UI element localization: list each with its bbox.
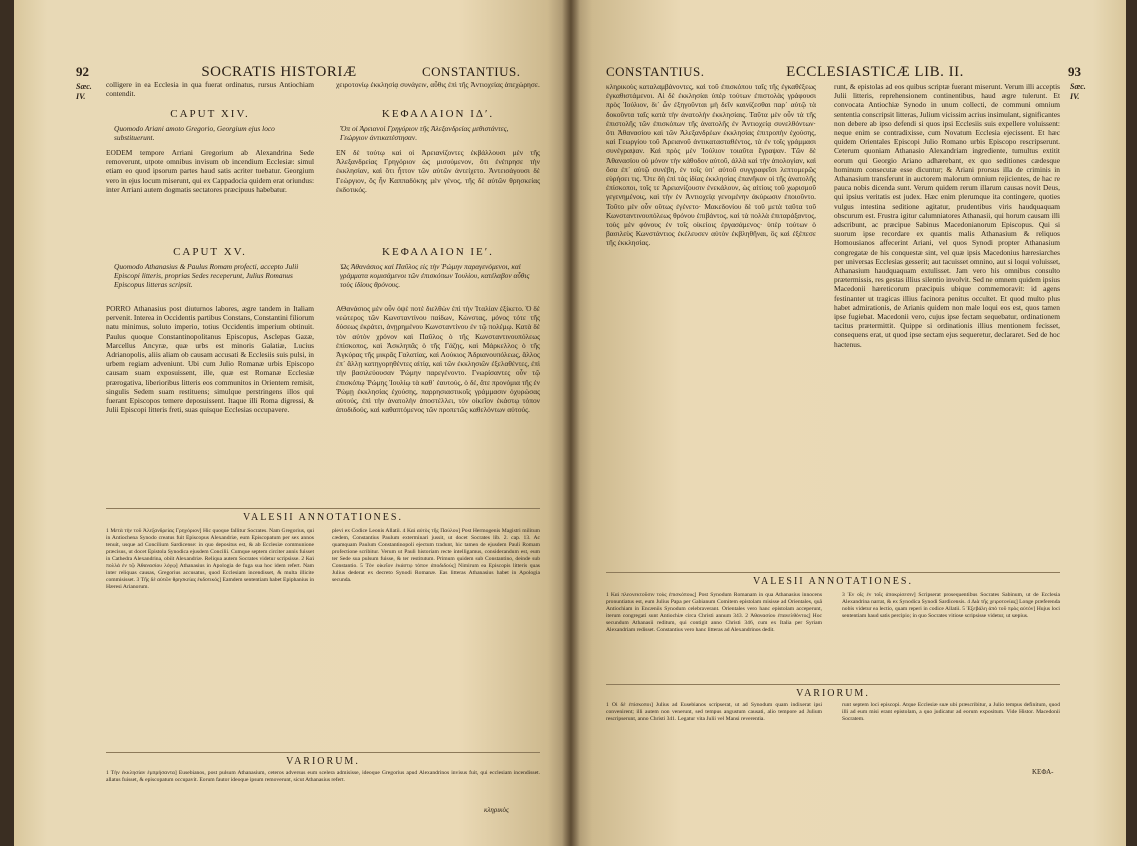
ch15-greek-heading: ΚΕΦΑΛΑΙΟΝ ΙΕʹ. bbox=[382, 246, 494, 258]
ch15-latin-summary: Quomodo Athanasius & Paulus Romam profecti, accepto Julii Episcopi litteris, proprias Sedes receperunt, Julius Romanus Episcopus litteras scripsit. bbox=[114, 262, 299, 290]
left-running-right: CONSTANTIUS. bbox=[422, 64, 521, 79]
ch15-latin-paragraph: PORRO Athanasius post diuturnos labores, ægre tandem in Italiam pervenit. Interea in Occidentis partibus Constans, Constantini filiorum natu minimus, soluto imperio, totius Occidentis imperium obtinuit. Paulus quoque Constantinopolitanus Episcopus, Asclepas Gazæ, Marcellus Ancyræ, quæ urbs est minoris Galatiæ, Lucius Adrianopolis, aliis aliam ob causam accusati & Ecclesiis suis pulsi, in urbem regiam adveniunt. Ubi cum Julio Romanæ urbis Episcopo causam suam exposuissent, ille, quæ est Romanæ Ecclesiæ prærogativa, liberioribus litteris eos communitos in Orientem remisit, singulis Sedem suam restituens; simulque perstringens illos qui fuerant Episcopos temere deposuissent. Itaque illi Roma digressi, & Julii Episcopi litteris freti, suas quisque Ecclesias occupavere. bbox=[106, 304, 314, 415]
right-greek-text bbox=[606, 82, 816, 566]
left-catchword: κληρικὸς bbox=[484, 806, 509, 814]
right-running-left: CONSTANTIUS. bbox=[606, 64, 705, 79]
left-margin-note: Sæc. IV. bbox=[76, 82, 92, 101]
left-page-number: 92 bbox=[76, 64, 89, 79]
right-variorum-col1: 1 Οἱ δὲ ἐπίσκοποι] Julius ad Eusebianos scripserat, ut ad Synodum quam indixerat ipsi convenirent; illi autem non venerunt, sed tempus angustum causati, alio tempore ad Julium rescripserunt, anno Christi 341. Legatur vita Julii vel Mansi reverentia. bbox=[606, 702, 822, 722]
book-spread bbox=[14, 0, 1126, 846]
ch14-greek-heading: ΚΕΦΑΛΑΙΟΝ ΙΔʹ. bbox=[381, 108, 495, 120]
left-top-latin: colligere in ea Ecclesia in qua fuerat ordinatus, rursus Antiochiam contendit. bbox=[106, 80, 314, 99]
left-notes-heading: VALESII ANNOTATIONES. bbox=[243, 512, 403, 523]
right-page-number: 93 bbox=[1068, 64, 1081, 79]
left-notes-rule bbox=[106, 508, 540, 509]
right-catchword: ΚΕΦΑ- bbox=[1032, 768, 1054, 776]
ch14-greek-summary: Ὅπ οἱ Ἀρειανοὶ Γρηγόριον τῆς Ἀλεξανδρείας μεθιστάντες, Γεώργιον ἀντικατέστησαν. bbox=[340, 124, 509, 143]
right-greek-paragraph: κληρικοὺς καταλαμβάνοντες, καὶ τοῦ ἐπισκόπου ταῖς τῆς ἐγκαθέξεως ἐγκαθιστάμενοι. Αἱ δὲ ἐκκλησίαι ὑπὲρ τούτων ἐπιστολὰς γράφουσι πρὸς Ἰούλιον, δι᾽ ὧν ἐξηγοῦνται μὴ δεῖν καινίζεσθαι παρ᾽ αὐτῷ τὰ δοκοῦντα ταῖς κατὰ τὴν ἀνατολὴν ἐκκλησίαις. Ταῦτα μὲν οὖν τὰ τῆς ἐπιστολῆς τῶν ἐπισκόπων τῆς ἀνατολῆς ἐν Ἀντιοχείᾳ συνελθόντων· ὅτι Ἀθανασίου καὶ τῶν Ἀλεξανδρέων ἐκκλησίας ἐπιτροπὴν ἐχούσης, καὶ Γεωργίου τοῦ Ἀρειανοῦ ἀντικατασταθέντος, τὰ ἐν τοῖς γράμμασι συνέγραψαν. Καὶ πρὸς μὲν Ἰούλιον τοιαῦτα ἔγραψαν. Τῶν δὲ Ἀθανασίου οὐ μόνον τὴν κάθοδον αὐτοῦ, ἀλλὰ καὶ τὴν ἀπολογίαν, καὶ ὅσα ἐπ᾽ αὐτῷ συνέβη, ἐν τοῖς ὑπ᾽ αὐτοῦ συγγραφεῖσι λεπτομερῶς εὑρήσει τις. Ὅτε δὴ ἐπὶ τὰς ἰδίας ἐκκλησίας ἐπανῆκον οἱ τῆς ἀνατολῆς ἐπίσκοποι, τοῖς τε Ἀρειανίζουσιν ἐνεκάλουν, ὡς αἰτίοις τοῦ χωρισμοῦ γεγενημένοις, καὶ τὴν ἐν Ἀντιοχείᾳ γενομένην ἀκύρωσιν ἐποιοῦντο. Τοῦτο μὲν οὖν οὕτως ἐγένετο· Μακεδονίου δὲ τοῦ μετὰ ταῦτα τοῦ Κωνσταντινουπόλεως θρόνου ἐπιβάντος, καὶ τὰ πολλὰ ἐπιταράξαντος, τοὺς μὲν φόνους ἐν τοῖς οἰκείοις ἐργασάμενος· ὑπὲρ τούτων ὁ βασιλεὺς Κωνστάντιος ἐκέλευσεν αὐτὸν ἐκβληθῆναι, ὃς καὶ ἐξέπεσε τῆς ἐκκλησίας. bbox=[606, 82, 816, 248]
ch14-greek-text bbox=[336, 148, 540, 236]
right-notes-col2: 3 Ἐν οἷς ἐν τοῖς ἀποκρίσεσιν] Scripserat prosequentibus Socrates Sabinum, ut de Ecclesia Alexandrina narrat, & ex Synodica Synodi Sardicensis. 4 Διὰ τῆς χειροτονίας] Longe præferenda nobis videtur ea lectio, quam reperi in codice Allatii. 5 Ἐξεβάλη ἀπὸ τοῦ πρὸς αὐτόν] Hujus loci sententiam haud satis percipio; in quo Socrates vitiose scripsisse videtur, ut sæpius. bbox=[842, 592, 1060, 619]
left-notes-col1: 1 Μετὰ τὴν τοῦ Ἀλεξανδρείας Γρηγόριον] Hic quoque fallitur Socrates. Nam Gregorius, qui in Antiochena Synodo creatus fuit Episcopus Alexandriæ, eum Episcopatum per sex annos tenuit, usque ad Concilium Sardicense: in quo depositus est, & ab Ecclesiæ communione præcisus, ut docet Epistola Synodica ejusdem Concilii. Cumque septem circiter annis fuisset in Cathedra Alexandrina, obiit Alexandriæ. Reliqua autem Socrates videtur scripsisse. 2 Καὶ πολλά ἐν τῷ Ἀθανασίου λόγῳ] Athanasius in Apologia de fuga sua hoc idem refert. Nam inter reliquas causas, Gregorius accusatus, quod Ecclesiam incendisset, & multa illicite commisisset. 3 Τῆς δὲ αὐτῶν θρησκείας ἐκδοτικός] Eamdem sententiam habet Epiphanius in Hæresi Arianorum. bbox=[106, 528, 314, 590]
right-margin-note: Sæc. IV. bbox=[1070, 82, 1086, 101]
left-page bbox=[14, 0, 570, 846]
right-notes-heading: VALESII ANNOTATIONES. bbox=[753, 576, 913, 587]
ch15-greek-text bbox=[336, 304, 540, 500]
ch15-latin-text bbox=[106, 304, 314, 500]
left-top-greek: χειροτονίῳ ἐκκλησίᾳ συνάγειν, αὖθις ἐπὶ τῆς Ἀντιοχείας ἀπεχώρησε. bbox=[336, 80, 540, 89]
right-variorum-heading: VARIORUM. bbox=[796, 688, 870, 699]
right-running-title: ECCLESIASTICÆ LIB. II. bbox=[786, 64, 964, 80]
ch14-latin-paragraph: EODEM tempore Arriani Gregorium ab Alexandrina Sede removerunt, utpote omnibus invisum ob incendium Ecclesiæ: simul etiam eo quod ipsorum partes haud satis acriter tuebatur. Georgium vero in ejus locum miserunt, qui ex Cappadocia quidem erat oriundus: inter Arriani autem dogmatis sectatores præcipuus habebatur. bbox=[106, 148, 314, 194]
book-gutter bbox=[562, 0, 580, 846]
ch14-greek-paragraph: ΕΝ δὲ τούτῳ καὶ οἱ Ἀρειανίζοντες ἐκβάλλουσι μὲν τῆς Ἀλεξανδρείας Γρηγόριον ὡς μισούμενον, ὅτι ἐνέπρησε τὴν ἐκκλησίαν, καὶ ὅτι ἧττον τῶν αὐτῶν ἀντείχετο. Ἀντεισάγουσι δὲ Γεώργιον, ὃς ἦν Καππαδόκης μὲν γένος, τῆς δὲ αὐτῶν θρησκείας ἐκδοτικός. bbox=[336, 148, 540, 194]
ch14-latin-summary: Quomodo Ariani amoto Gregorio, Georgium ejus loco substituerunt. bbox=[114, 124, 275, 143]
left-running-title: SOCRATIS HISTORIÆ bbox=[201, 64, 357, 80]
right-notes-col1: 1 Καὶ πλεονεκτοῦσιν τοὺς ἐπισκόπους] Post Synodum Romanam in qua Athanasius innocens pronuntiatus est, eum Julius Papa per Gabianum Comitem epistolam misisse ad Orientales, quâ Antiochiam in Encæniis Synodum celebraverant. Orientales vero hanc epistolam acceperunt, iterum congregati sunt Antiochiæ circa Christi annum 343. 2 Ἀθανασίου ἐπανελθόντος] Hoc secundum Athanasii reditum, qui contigit anno Christi 346, cum ex Italia per Syriam Alexandriam redisset. Constantius vero hanc litteras ad Alexandrinos dedit. bbox=[606, 592, 822, 633]
left-variorum-text: 1 Τὴν ἐκκλησίαν ἐμπρήσαντα] Eusebianos, post pulsum Athanasium, ceteros adversus eum scelera admisisse, ideoque Gregorius apud Alexandrinos invisus fuit, qui ecclesiam incendisset. allatus fuisset, & episcopatum occupavit. Eorum fautor ideoque ipsum removerunt, sicut Athanasius refert. bbox=[106, 770, 540, 783]
right-notes-rule bbox=[606, 572, 1060, 573]
right-page bbox=[570, 0, 1126, 846]
right-latin-paragraph: runt, & epistolas ad eos quibus scriptæ fuerant miserunt. Verum illi acceptis Julii litteris, reprehensionem continentibus, haud ægre tulerunt. Et convocata Antiochiæ Synodo in unum collecti, de communi omnium sententia conscripsit litteras, Julium vicissim acrius insimulant, significantes non debere ab ipso defendi si quos ipsi Ecclesiis suis expellere voluissent: neque enim se contradixisse, cum Novatum Ecclesia ejecissent. Et hæc quidem Orientales Episcopi Julio Romano urbis Episcopo rescripserunt. Ceterum quoniam Athanasio Alexandriam ingrediente, tumultus extitit eorum qui Georgio Ariano adhærebant, ex quo seditiones cædesque hominum consecutæ esse dicuntur; & Ariani prorsus illa de criminis in Athanasium transferunt in auctorem malorum omnium rejicientes, de hac re pauca nobis dicenda sunt. Verum quidem rerum illarum causas novit Deus, qui ipsius veritatis est judex. Hæc enim plerumque ita contingere, quoties vulgus intestina seditione agitatur, prudentibus viris haudquaquam obscurum est. Frustra igitur calumniatores Athanasii, qui horum causam illi adscribunt, ac præcipue Sabinus Macedonianorum Episcopus. Qui si suorum ipse recordare ex quantis malis Athanasium & reliquos Homousianos affecerint Ariani, vel quos Synodi propter Athanasium congregatæ de his conquestæ sint, vel quæ ipsis Macedonius hæresiarches per universas Ecclesias gesserit; aut tacuisset omnino, aut si loqui voluisset, Athanasium haudquaquam extulisset. Jam vero his omnibus consulto prætermissis, res gestas illius silentio involvit. Sed ne omnem quidem ipsius Macedonii hæreticorum præcipuis ubique commemoravit: id agens festinanter ut tragicas illius facinora penitus occultet. Et quod multo plus habet admirationis, de Arianis quidem non male loqui eos est, quos tamen ipse fugiebat. Macedonii vero, cujus ipse fectam sequebatur, ordinationem tacitus prætermittit. Quippe si ordinationis illius mentionem fecisset, consequens erat, ut quod ipse sectam ejus sequeretur, declararet. Sed de hoc hactenus. bbox=[834, 82, 1060, 349]
left-notes-col2: plevi ex Codice Leonis Allatii. 4 Καὶ αὐτὸς τῆς Παύλου] Post Hermogenis Magistri militum cædem, Constantius Paulum exterminari jussit, ut docet Socrates lib. 2. cap. 13. Ac quamquam Paulum Constantinopoli ejectum tradunt, hic tamen de ejusdem Pauli Romam profectione scribitur. Verum ut Pauli historiam recte intelligamus, considerandum est, eum ter Sede sua pulsum fuisse, & ter restitutum. Primum quidem sub Constantino, deinde sub Constantio. 5 Τὸν οἰκεῖον ἑκάστῳ τόπον ἀποδιδούς] Nimirum ea Episcopis litteris quas Julius dederat ex decreto Synodi Romanæ. Eas litteras Athanasius habet in Apologia secunda. bbox=[332, 528, 540, 583]
ch15-latin-heading: CAPUT XV. bbox=[173, 246, 247, 258]
left-variorum-rule bbox=[106, 752, 540, 753]
ch15-greek-summary: Ὡς Ἀθανάσιος καὶ Παῦλος εἰς τὴν Ῥώμην παραγενόμενοι, καὶ γράμματα κομισάμενοι τῶν ἐπισκόπων Ἰουλίου, κατέλαβον αὖθις τοὺς ἰδίους θρόνους. bbox=[340, 262, 530, 290]
ch14-latin-text bbox=[106, 148, 314, 236]
right-variorum-col2: runt septem loci episcopi. Atque Ecclesiæ suæ ubi præscribitur, a Julio tempus definitum, quod illi ad eum misi erant epistolam, a quo judicatur ad eorum expositum. Vide Histor. Macedonii Socratem. bbox=[842, 702, 1060, 722]
right-latin-text bbox=[834, 82, 1060, 566]
ch14-latin-heading: CAPUT XIV. bbox=[170, 108, 250, 120]
left-variorum-heading: VARIORUM. bbox=[286, 756, 360, 767]
ch15-greek-paragraph: ΑΘανάσιος μὲν οὖν ὀψὲ ποτὲ διελθὼν ἐπὶ τὴν Ἰταλίαν ἐξίκετο. Ὁ δὲ νεώτερος τῶν Κωνσταντίνου παίδων, Κώνστας, μόνος τότε τῆς δύσεως ἐκράτει, ἀνῃρημένου Κωνσταντίνου ἐν τῷ πολέμῳ. Κατὰ δὲ τὸν αὐτὸν χρόνον καὶ Παῦλος ὁ τῆς Κωνσταντινουπόλεως ἐπίσκοπος, καὶ Ἀσκληπᾶς ὁ τῆς Γάζης, καὶ Μάρκελλος ὁ τῆς Ἀγκύρας τῆς μικρᾶς Γαλατίας, καὶ Λούκιος Ἀδριανουπόλεως, ἄλλος ἐπ᾽ ἄλλῃ κατηγορηθέντες αἰτίᾳ, καὶ τῶν ἐκκλησιῶν ἐξελαθέντες, ἐπὶ τὴν βασιλεύουσαν Ῥώμην παρεγένοντο. Γνωρίσαντες οὖν τῷ ἐπισκόπῳ Ῥώμης Ἰουλίῳ τὰ καθ᾽ ἑαυτούς, ὁ δέ, ἅτε προνόμια τῆς ἐν Ῥώμῃ ἐκκλησίας ἐχούσης, παρρησιαστικοῖς γράμμασιν ὀχυρώσας αὐτούς, ἐπὶ τὴν ἀνατολὴν ἀποστέλλει, τὸν οἰκεῖον ἑκάστῳ τόπον ἀποδιδούς, καὶ καθαπτόμενος τῶν προπετῶς καθελόντων αὐτούς. bbox=[336, 304, 540, 415]
right-variorum-rule bbox=[606, 684, 1060, 685]
